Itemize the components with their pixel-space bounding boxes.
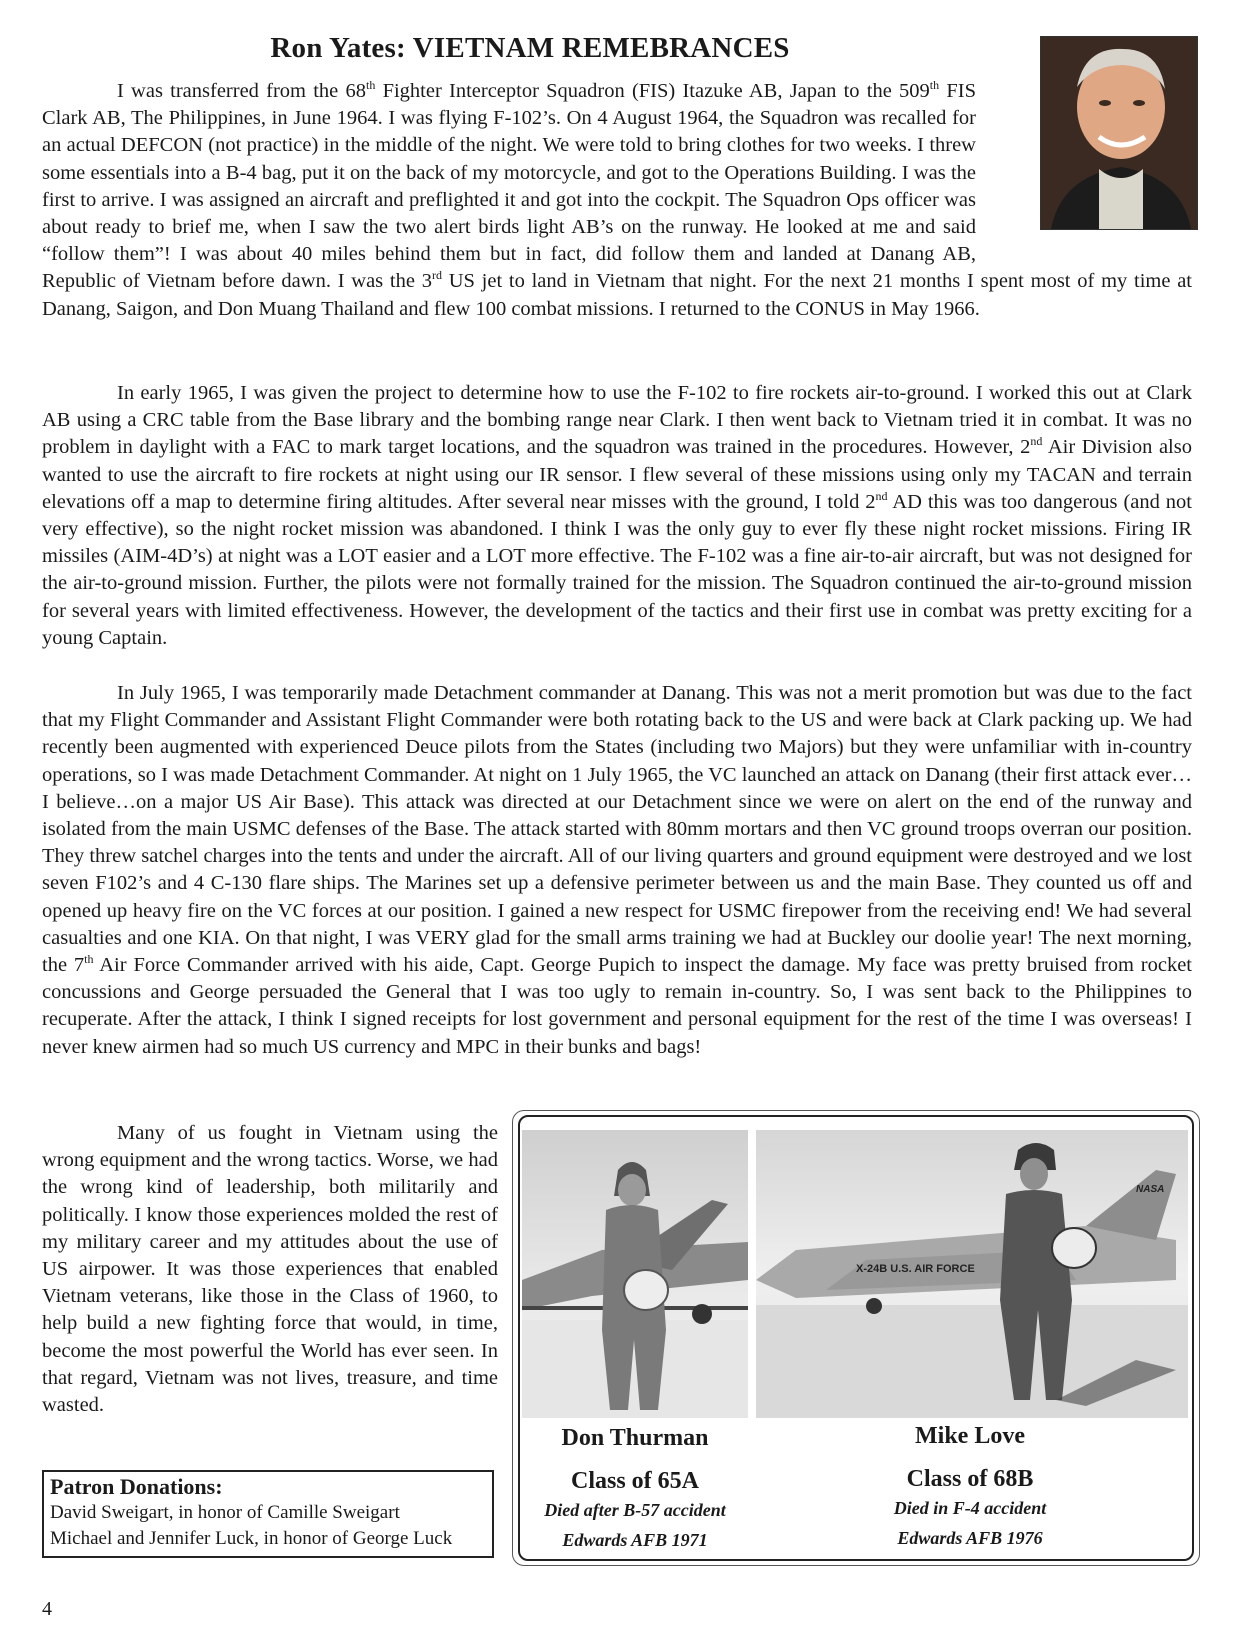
article-title: Ron Yates: VIETNAM REMEBRANCES: [270, 32, 790, 64]
paragraph-4: Many of us fought in Vietnam using the wrong equipment and the wrong tactics. Worse, we had the wrong kind of leadership, both militarily and politically. I know those experiences molded the rest of my military career and my attitudes about the use of US airpower. It was those experiences that enabled Vietnam veterans, like those in the Class of 1960, to help build a new fighting force that would, in time, become the most powerful the World has ever seen. In that regard, Vietnam was not lives, treasure, and time wasted.: [42, 1122, 498, 1417]
p3-text-b: Air Force Commander arrived with his aide, Capt. George Pupich to inspect the damage. My face was pretty bruised from rocket concussions and George persuaded the General that I was too ugly to remain in-country. So, I was sent back to the Philippines to recuperate. After the attack, I think I signed receipts for lost government and personal equipment for the rest of the time I was overseas! I never knew airmen had so much US currency and MPC in their bunks and bags!: [42, 954, 1193, 1058]
patron-line: David Sweigart, in honor of Camille Sweigart: [50, 1502, 400, 1523]
don-thurman-photo: [522, 1130, 748, 1418]
mike-love-note: Died in F-4 accident: [893, 1498, 1047, 1518]
p1-text-a: I was transferred from the 68: [117, 80, 366, 102]
mike-love-name: Mike Love: [915, 1423, 1025, 1449]
paragraph-2: [42, 380, 1192, 652]
don-thurman-class: Class of 65A: [570, 1468, 699, 1494]
aircraft-marking: X-24B U.S. AIR FORCE: [856, 1263, 975, 1275]
page-number: 4: [42, 1598, 52, 1620]
sup-th: th: [929, 78, 940, 93]
don-thurman-name: Don Thurman: [561, 1425, 709, 1451]
p1-text-c: FIS Clark AB, The Philippines, in June 1964. I was flying F-102’s. On 4 August 1964, the Squadron was recalled for an actual DEFCON (not practice) in the middle of the night. We were told to bring clothes for two weeks. I threw some essentials into a B-4 bag, put it on the back of my motorcycle, and got to the Operations Building. I was the first to arrive. I was assigned an aircraft and preflighted it and got into the cockpit. The Squadron Ops officer was about ready to brief me, when I saw the two alert birds light AB’s on the runway. He looked at me and said “follow them”! I was about 40 miles behind them but in fact, did follow them and landed at Danang AB, Republic of Vietnam before dawn. I was the 3: [42, 80, 976, 293]
paragraph-3: [42, 680, 1192, 1061]
sup-rd: rd: [431, 268, 442, 283]
patron-donations-box: [42, 1470, 494, 1558]
p1-text-d: US jet to land in Vietnam that night. For the next 21 months I spent most of my time at Danang, Saigon, and Don Muang Thailand and flew 100 combat missions. I returned to the CONUS in May 1966.: [42, 270, 1192, 320]
sup-th: th: [84, 952, 94, 967]
don-thurman-place: Edwards AFB 1971: [562, 1530, 708, 1550]
sup-nd: nd: [875, 488, 888, 503]
patron-line: Michael and Jennifer Luck, in honor of George Luck: [50, 1528, 453, 1549]
sup-nd: nd: [1030, 434, 1043, 449]
mike-love-class: Class of 68B: [906, 1466, 1034, 1492]
p1-text-b: Fighter Interceptor Squadron (FIS) Itazuke AB, Japan to the 509: [375, 80, 930, 102]
mike-love-photo: [756, 1130, 1188, 1418]
don-thurman-note: Died after B-57 accident: [544, 1500, 726, 1520]
p2-text-a: In early 1965, I was given the project to determine how to use the F-102 to fire rockets air-to-ground. I worked this out at Clark AB using a CRC table from the Base library and the bombing range near Clark. I then went back to Vietnam tried it in combat. It was no problem in daylight with a FAC to mark target locations, and the squadron was trained in the procedures. However, 2: [42, 382, 1192, 459]
patron-heading: Patron Donations:: [50, 1474, 223, 1499]
mike-love-place: Edwards AFB 1976: [897, 1528, 1043, 1548]
paragraph-1: [42, 78, 1192, 323]
wrap-spacer: [976, 78, 1192, 260]
tail-marking: NASA: [1136, 1184, 1165, 1195]
p2-text-c: AD this was too dangerous (and not very effective), so the night rocket mission was abandoned. I think I was the only guy to ever fly these night rocket missions. Firing IR missiles (AIM-4D’s) at night was a LOT easier and a LOT more effective. The F-102 was a fine air-to-air aircraft, but was not designed for the air-to-ground mission. Further, the pilots were not formally trained for the mission. The Squadron continued the air-to-ground mission for several years with limited effectiveness. However, the development of the tactics and their first use in combat was pretty exciting for a young Captain.: [42, 490, 1192, 649]
sup-th: th: [366, 78, 376, 93]
p3-text-a: In July 1965, I was temporarily made Detachment commander at Danang. This was not a merit promotion but was due to the fact that my Flight Commander and Assistant Flight Commander were both rotating back to the US and were back at Clark packing up. We had recently been augmented with experienced Deuce pilots from the States (including two Majors) but they were unfamiliar with in-country operations, so I was made Detachment Commander. At night on 1 July 1965, the VC launched an attack on Danang (their first attack ever… I believe…on a major US Air Base). This attack was directed at our Detachment since we were on alert on the end of the runway and isolated from the main USMC defenses of the Base. The attack started with 80mm mortars and then VC ground troops overran our position. They threw satchel charges into the tents and under the aircraft. All of our living quarters and ground equipment were destroyed and we lost seven F102’s and 4 C-130 flare ships. The Marines set up a defensive perimeter between us and the main Base. They counted us off and opened up heavy fire on the VC forces at our position. I gained a new respect for USMC firepower from the receiving end! We had several casualties and one KIA. On that night, I was VERY glad for the small arms training we had at Buckley our doolie year! The next morning, the 7: [42, 682, 1192, 977]
p2-text-b: Air Division also wanted to use the aircraft to fire rockets at night using our IR sensor. I flew several of these missions using only my TACAN and terrain elevations off a map to determine firing altitudes. After several near misses with the ground, I told 2: [42, 436, 1192, 513]
